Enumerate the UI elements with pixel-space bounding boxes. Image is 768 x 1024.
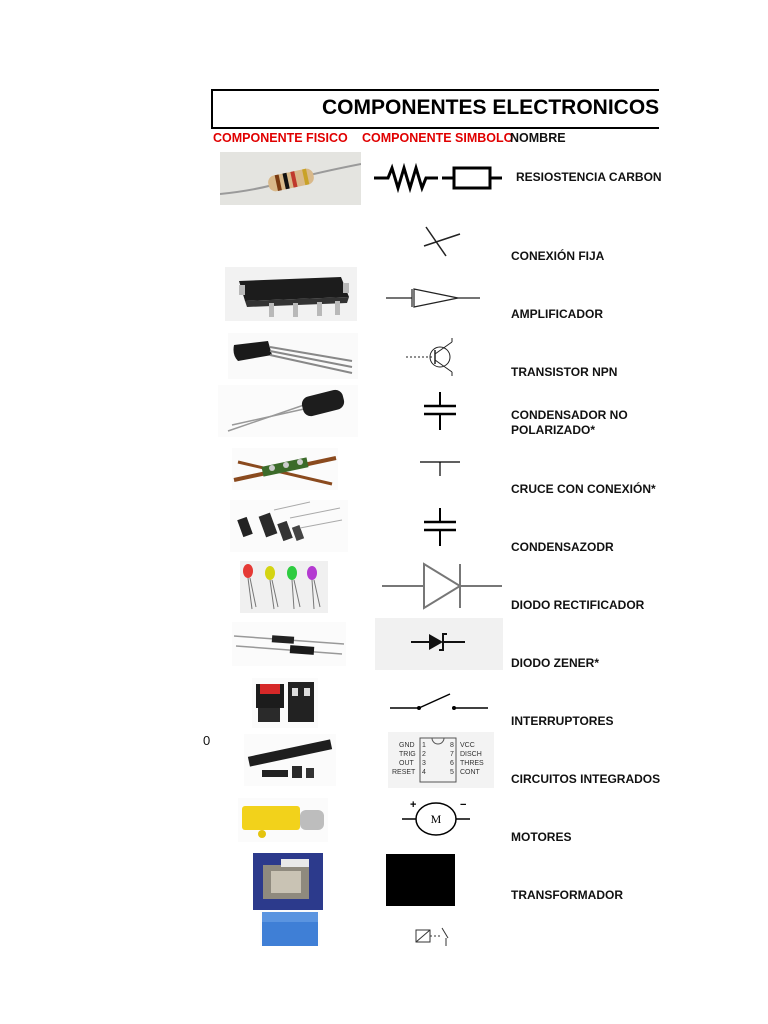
- row-name-motors: MOTORES: [511, 830, 572, 844]
- row-name-amplifier: AMPLIFICADOR: [511, 307, 603, 321]
- ic-pin-right-7: DISCH: [460, 751, 482, 758]
- row-name-capacitor-2: CONDENSAZODR: [511, 540, 614, 554]
- ic-pin-left-4: RESET: [392, 769, 416, 776]
- transformer-symbol: [386, 854, 455, 906]
- led-photo: [240, 561, 328, 613]
- non-polarized-capacitor-symbol: [420, 390, 460, 432]
- ic-pin-right-5: CONT: [460, 769, 480, 776]
- stray-mark: 0: [203, 733, 211, 748]
- relay-photo: [260, 910, 320, 946]
- row-name-rectifier-diode: DIODO RECTIFICADOR: [511, 598, 645, 612]
- ic-num-left-2: 2: [422, 751, 426, 758]
- header-name: NOMBRE: [510, 131, 566, 145]
- crossing-connection-symbol: [418, 456, 462, 478]
- ic-pin-right-6: THRES: [460, 760, 484, 767]
- row-name-capacitor: [511, 408, 628, 438]
- page-title: COMPONENTES ELECTRONICOS: [322, 96, 660, 119]
- transformer-photo: [253, 853, 323, 910]
- ic-num-right-8: 8: [450, 742, 454, 749]
- ic-pin-left-2: TRIG: [399, 751, 416, 758]
- row-name-integrated-circuits: CIRCUITOS INTEGRADOS: [511, 772, 661, 786]
- zener-photo: [232, 622, 346, 666]
- row-name-zener-diode: DIODO ZENER*: [511, 656, 600, 670]
- ic-num-right-6: 6: [450, 760, 454, 767]
- header-symbol: COMPONENTE SIMBOLO: [362, 131, 514, 145]
- capacitor-symbol: [420, 506, 460, 548]
- ic-555-symbol: [388, 732, 494, 788]
- row-name-resistor: RESIOSTENCIA CARBON: [516, 170, 662, 184]
- row-name-capacitor-line2: POLARIZADO*: [511, 423, 595, 437]
- ic-pin-left-3: OUT: [399, 760, 414, 767]
- ic-pin-right-8: VCC: [460, 742, 475, 749]
- capacitor-set-photo: [230, 500, 348, 552]
- row-name-fixed-connection: CONEXIÓN FIJA: [511, 249, 605, 263]
- row-name-capacitor-line1: CONDENSADOR NO: [511, 408, 628, 422]
- switch-symbol: [388, 690, 490, 718]
- npn-transistor-symbol: [404, 336, 462, 378]
- ic-pin-left-1: GND: [399, 742, 415, 749]
- row-name-crossing: CRUCE CON CONEXIÓN*: [511, 482, 656, 496]
- ic-num-right-7: 7: [450, 751, 454, 758]
- capacitor-photo: [218, 385, 358, 437]
- ic-num-left-1: 1: [422, 742, 426, 749]
- motor-symbol: [400, 796, 472, 842]
- crossing-connection-photo: [232, 448, 338, 490]
- relay-symbol: [412, 924, 458, 948]
- row-name-switches: INTERRUPTORES: [511, 714, 614, 728]
- fixed-connection-symbol: [420, 222, 462, 260]
- ic-num-left-4: 4: [422, 769, 426, 776]
- resistor-photo: [220, 152, 361, 205]
- integrated-circuits-photo: [244, 734, 336, 786]
- row-name-transformer: TRANSFORMADOR: [511, 888, 623, 902]
- header-physical: COMPONENTE FISICO: [213, 131, 348, 145]
- motor-photo: [238, 798, 328, 842]
- motor-m-label: M: [430, 812, 442, 826]
- amplifier-photo: [225, 267, 357, 321]
- ic-num-right-5: 5: [450, 769, 454, 776]
- ic-num-left-3: 3: [422, 760, 426, 767]
- row-name-transistor: TRANSISTOR NPN: [511, 365, 618, 379]
- zener-diode-symbol: [375, 618, 503, 670]
- resistor-symbol: [372, 160, 504, 196]
- motor-minus-label: −: [460, 799, 467, 811]
- transistor-photo: [228, 333, 358, 379]
- amplifier-symbol: [376, 283, 484, 313]
- switches-photo: [252, 678, 318, 728]
- motor-plus-label: +: [410, 799, 417, 811]
- rectifier-diode-symbol: [380, 560, 504, 612]
